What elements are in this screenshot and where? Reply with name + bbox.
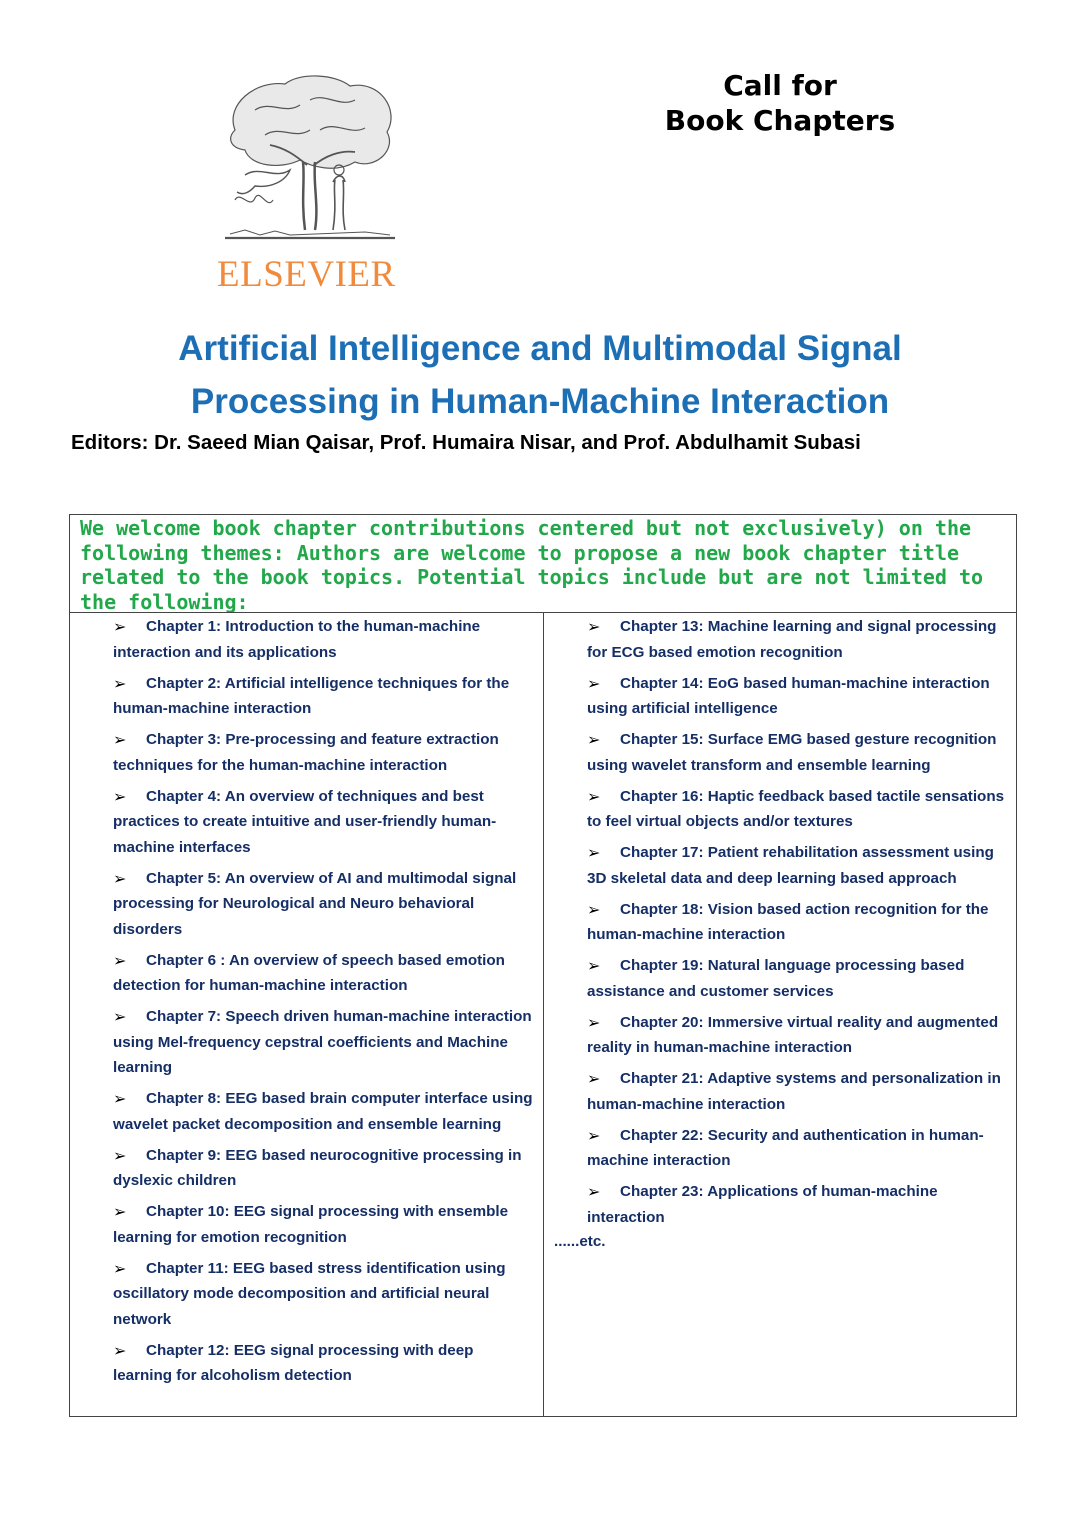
chapter-label: Chapter 19: Natural language processing based assistance and customer services	[587, 957, 965, 1000]
chapter-item	[113, 948, 535, 999]
chapter-item	[587, 840, 1010, 891]
elsevier-logo	[215, 70, 405, 295]
chapter-item	[113, 1143, 535, 1194]
chapter-item	[587, 897, 1010, 948]
chapter-label: Chapter 23: Applications of human-machine interaction	[587, 1183, 938, 1226]
arrow-bullet-icon: ➢	[113, 730, 127, 749]
arrow-bullet-icon: ➢	[587, 899, 601, 919]
etc-text: ......etc.	[554, 1233, 606, 1250]
chapter-label: Chapter 18: Vision based action recognition for the human-machine interaction	[587, 900, 989, 943]
chapter-item	[587, 614, 1010, 665]
chapter-item	[113, 671, 535, 722]
chapter-label: Chapter 1: Introduction to the human-machine interaction and its applications	[113, 618, 481, 661]
arrow-bullet-icon: ➢	[587, 617, 601, 636]
call-for-chapters-heading	[650, 68, 910, 138]
chapter-label: Chapter 21: Adaptive systems and personalization in human-machine interaction	[587, 1070, 1001, 1113]
arrow-bullet-icon: ➢	[587, 786, 601, 806]
chapter-label: Chapter 2: Artificial intelligence techniques for the human-machine interaction	[113, 674, 510, 717]
arrow-bullet-icon: ➢	[113, 1145, 127, 1165]
call-line-2: Book Chapters	[664, 104, 896, 137]
book-title-line-1: Artificial Intelligence and Multimodal Signal	[178, 329, 902, 368]
arrow-bullet-icon: ➢	[587, 1069, 601, 1088]
arrow-bullet-icon: ➢	[113, 868, 127, 888]
chapter-label: Chapter 10: EEG signal processing with ensemble learning for emotion recognition	[113, 1203, 509, 1246]
topics-table	[69, 514, 1017, 1417]
arrow-bullet-icon: ➢	[587, 1182, 601, 1201]
chapter-item	[113, 866, 535, 943]
chapter-item	[113, 1338, 535, 1389]
chapter-item	[113, 1199, 535, 1250]
chapter-item	[113, 1086, 535, 1137]
chapter-label: Chapter 8: EEG based brain computer interface using wavelet packet decomposition and ensemble learning	[113, 1090, 533, 1133]
chapter-item	[113, 784, 535, 861]
book-title-line-2: Processing in Human-Machine Interaction	[190, 382, 890, 421]
chapter-item	[113, 1256, 535, 1333]
arrow-bullet-icon: ➢	[113, 1258, 127, 1278]
arrow-bullet-icon: ➢	[587, 673, 601, 693]
chapter-label: Chapter 17: Patient rehabilitation assessment using 3D skeletal data and deep learning based approach	[587, 844, 994, 887]
arrow-bullet-icon: ➢	[587, 843, 601, 862]
chapter-label: Chapter 9: EEG based neurocognitive processing in dyslexic children	[113, 1146, 522, 1189]
chapter-label: Chapter 15: Surface EMG based gesture recognition using wavelet transform and ensemble learning	[587, 731, 997, 774]
elsevier-wordmark: ELSEVIER	[217, 254, 396, 295]
chapter-label: Chapter 16: Haptic feedback based tactile sensations to feel virtual objects and/or textures	[587, 787, 1005, 830]
chapter-item	[587, 727, 1010, 778]
arrow-bullet-icon: ➢	[113, 950, 127, 970]
arrow-bullet-icon: ➢	[113, 1089, 127, 1108]
elsevier-tree-icon	[215, 70, 405, 250]
arrow-bullet-icon: ➢	[113, 1007, 127, 1026]
chapter-label: Chapter 11: EEG based stress identification using oscillatory mode decomposition and artificial neural network	[113, 1259, 506, 1328]
chapter-item	[113, 727, 535, 778]
intro-text: We welcome book chapter contributions centered but not exclusively) on the following themes: Authors are welcome to propose a new book chapter title related to the book topics. Potential topics include but are not limited to the following:	[70, 515, 1016, 613]
chapter-item	[587, 1066, 1010, 1117]
arrow-bullet-icon: ➢	[587, 730, 601, 749]
arrow-bullet-icon: ➢	[113, 1340, 127, 1360]
arrow-bullet-icon: ➢	[587, 1125, 601, 1145]
chapter-item	[113, 1004, 535, 1081]
chapter-label: Chapter 22: Security and authentication in human-machine interaction	[587, 1126, 984, 1169]
chapter-label: Chapter 3: Pre-processing and feature extraction techniques for the human-machine interaction	[113, 731, 499, 774]
chapter-label: Chapter 7: Speech driven human-machine interaction using Mel-frequency cepstral coefficients and Machine learning	[113, 1008, 532, 1076]
chapters-column-left	[70, 613, 544, 1416]
chapter-label: Chapter 12: EEG signal processing with deep learning for alcoholism detection	[113, 1341, 474, 1384]
arrow-bullet-icon: ➢	[113, 617, 127, 636]
chapter-item	[113, 614, 535, 665]
chapter-item	[587, 1179, 1010, 1230]
chapter-label: Chapter 4: An overview of techniques and best practices to create intuitive and user-friendly human-machine interfaces	[113, 787, 497, 856]
chapter-label: Chapter 14: EoG based human-machine interaction using artificial intelligence	[587, 674, 990, 717]
arrow-bullet-icon: ➢	[113, 1202, 127, 1221]
chapter-label: Chapter 6 : An overview of speech based emotion detection for human-machine interaction	[113, 951, 505, 994]
arrow-bullet-icon: ➢	[113, 786, 127, 806]
editors-line: Editors: Dr. Saeed Mian Qaisar, Prof. Humaira Nisar, and Prof. Abdulhamit Subasi	[71, 431, 861, 454]
chapter-item	[587, 1010, 1010, 1061]
chapter-item	[587, 784, 1010, 835]
chapters-column-right	[544, 613, 1016, 1416]
arrow-bullet-icon: ➢	[587, 956, 601, 975]
chapter-item	[587, 953, 1010, 1004]
call-line-1: Call for	[723, 69, 837, 102]
chapter-label: Chapter 5: An overview of AI and multimodal signal processing for Neurological and Neuro behavioral disorders	[113, 869, 517, 938]
arrow-bullet-icon: ➢	[587, 1012, 601, 1032]
arrow-bullet-icon: ➢	[113, 673, 127, 693]
chapter-item	[587, 671, 1010, 722]
book-title	[30, 322, 1050, 428]
chapter-item	[587, 1123, 1010, 1174]
chapter-label: Chapter 13: Machine learning and signal processing for ECG based emotion recognition	[587, 618, 997, 661]
chapter-label: Chapter 20: Immersive virtual reality and augmented reality in human-machine interaction	[587, 1013, 999, 1056]
